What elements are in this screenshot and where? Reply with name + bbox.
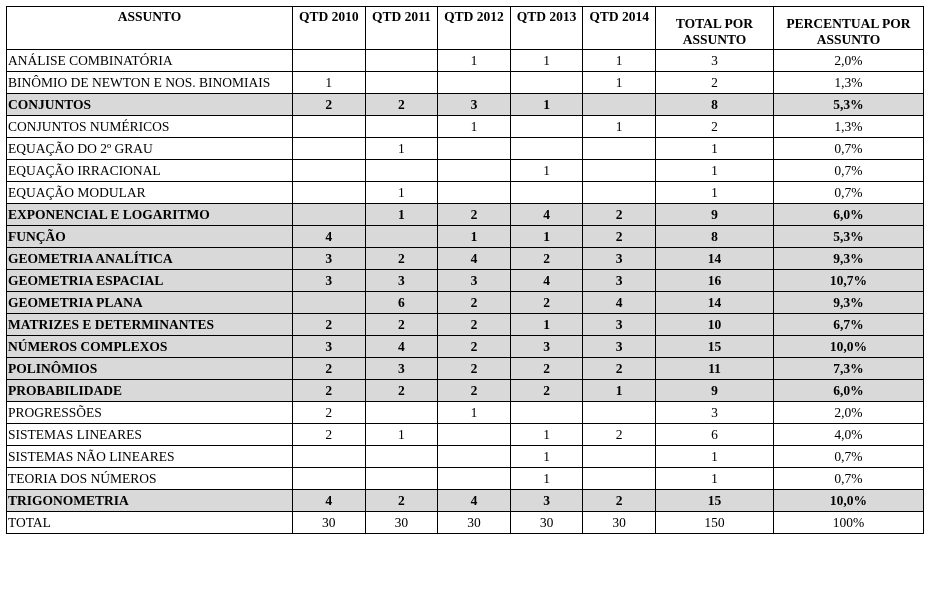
percent-cell: 5,3% (773, 226, 923, 248)
qtd-2013-cell: 1 (510, 468, 583, 490)
qtd-2012-cell: 1 (438, 50, 511, 72)
total-cell: 8 (655, 226, 773, 248)
table-row (7, 248, 924, 270)
qtd-2013-cell: 3 (510, 490, 583, 512)
subject-cell: EXPONENCIAL E LOGARITMO (7, 204, 293, 226)
qtd-2013-cell: 2 (510, 248, 583, 270)
table-row (7, 204, 924, 226)
qtd-2013-cell: 30 (510, 512, 583, 534)
percent-cell: 100% (773, 512, 923, 534)
table-row (7, 138, 924, 160)
subject-cell: TEORIA DOS NÚMEROS (7, 468, 293, 490)
qtd-2013-cell: 2 (510, 292, 583, 314)
qtd-2012-cell: 2 (438, 358, 511, 380)
subject-cell: PROBABILIDADE (7, 380, 293, 402)
qtd-2014-cell (583, 446, 656, 468)
qtd-2013-cell (510, 138, 583, 160)
subject-cell: EQUAÇÃO DO 2º GRAU (7, 138, 293, 160)
qtd-2014-cell: 2 (583, 204, 656, 226)
percent-cell: 5,3% (773, 94, 923, 116)
header-qtd-2010: QTD 2010 (293, 7, 366, 50)
qtd-2010-cell: 2 (293, 94, 366, 116)
table-row (7, 468, 924, 490)
percent-cell: 0,7% (773, 138, 923, 160)
qtd-2010-cell (293, 446, 366, 468)
subject-cell: EQUAÇÃO IRRACIONAL (7, 160, 293, 182)
qtd-2013-cell: 2 (510, 358, 583, 380)
qtd-2010-cell: 2 (293, 358, 366, 380)
qtd-2014-cell (583, 402, 656, 424)
total-cell: 1 (655, 468, 773, 490)
header-qtd-2013: QTD 2013 (510, 7, 583, 50)
percent-cell: 6,0% (773, 380, 923, 402)
qtd-2013-cell: 1 (510, 446, 583, 468)
header-qtd-2011: QTD 2011 (365, 7, 438, 50)
percent-cell: 4,0% (773, 424, 923, 446)
percent-cell: 10,0% (773, 336, 923, 358)
subject-cell: CONJUNTOS NUMÉRICOS (7, 116, 293, 138)
subject-cell: PROGRESSÕES (7, 402, 293, 424)
qtd-2010-cell: 3 (293, 248, 366, 270)
qtd-2013-cell: 4 (510, 204, 583, 226)
table-row (7, 490, 924, 512)
qtd-2010-cell (293, 182, 366, 204)
total-cell: 9 (655, 380, 773, 402)
qtd-2013-cell: 1 (510, 94, 583, 116)
qtd-2010-cell: 30 (293, 512, 366, 534)
total-cell: 150 (655, 512, 773, 534)
total-cell: 2 (655, 72, 773, 94)
qtd-2014-cell: 2 (583, 226, 656, 248)
percent-cell: 9,3% (773, 248, 923, 270)
qtd-2011-cell: 2 (365, 380, 438, 402)
qtd-2010-cell: 3 (293, 270, 366, 292)
qtd-2010-cell (293, 468, 366, 490)
qtd-2011-cell: 2 (365, 314, 438, 336)
percent-cell: 0,7% (773, 182, 923, 204)
qtd-2014-cell (583, 94, 656, 116)
header-total: TOTAL POR ASSUNTO (655, 7, 773, 50)
qtd-2011-cell: 1 (365, 138, 438, 160)
qtd-2014-cell (583, 468, 656, 490)
table-row (7, 50, 924, 72)
qtd-2012-cell: 2 (438, 314, 511, 336)
qtd-2013-cell: 1 (510, 424, 583, 446)
qtd-2013-cell (510, 72, 583, 94)
qtd-2014-cell (583, 182, 656, 204)
qtd-2011-cell: 3 (365, 270, 438, 292)
table-row (7, 72, 924, 94)
qtd-2011-cell: 30 (365, 512, 438, 534)
qtd-2012-cell: 2 (438, 336, 511, 358)
qtd-2010-cell (293, 204, 366, 226)
subject-cell: BINÔMIO DE NEWTON E NOS. BINOMIAIS (7, 72, 293, 94)
total-cell: 1 (655, 182, 773, 204)
qtd-2010-cell (293, 138, 366, 160)
table-row (7, 314, 924, 336)
qtd-2011-cell: 4 (365, 336, 438, 358)
qtd-2014-cell: 2 (583, 490, 656, 512)
table-row (7, 226, 924, 248)
percent-cell: 9,3% (773, 292, 923, 314)
qtd-2014-cell: 1 (583, 116, 656, 138)
total-cell: 1 (655, 138, 773, 160)
percent-cell: 2,0% (773, 50, 923, 72)
qtd-2011-cell: 1 (365, 182, 438, 204)
qtd-2014-cell (583, 160, 656, 182)
qtd-2012-cell: 4 (438, 248, 511, 270)
total-cell: 9 (655, 204, 773, 226)
table-row (7, 402, 924, 424)
qtd-2012-cell (438, 424, 511, 446)
subject-cell: EQUAÇÃO MODULAR (7, 182, 293, 204)
subject-cell: SISTEMAS LINEARES (7, 424, 293, 446)
qtd-2011-cell (365, 72, 438, 94)
percent-cell: 10,7% (773, 270, 923, 292)
qtd-2012-cell: 1 (438, 402, 511, 424)
qtd-2011-cell: 3 (365, 358, 438, 380)
percent-cell: 7,3% (773, 358, 923, 380)
qtd-2011-cell: 2 (365, 248, 438, 270)
percent-cell: 6,0% (773, 204, 923, 226)
subject-cell: MATRIZES E DETERMINANTES (7, 314, 293, 336)
qtd-2012-cell (438, 160, 511, 182)
qtd-2013-cell: 2 (510, 380, 583, 402)
subject-cell: GEOMETRIA ESPACIAL (7, 270, 293, 292)
percent-cell: 6,7% (773, 314, 923, 336)
subject-cell: FUNÇÃO (7, 226, 293, 248)
qtd-2013-cell: 3 (510, 336, 583, 358)
table-row (7, 292, 924, 314)
qtd-2013-cell (510, 116, 583, 138)
qtd-2013-cell: 1 (510, 50, 583, 72)
total-cell: 8 (655, 94, 773, 116)
qtd-2012-cell (438, 138, 511, 160)
table-row (7, 94, 924, 116)
qtd-2011-cell (365, 468, 438, 490)
percent-cell: 0,7% (773, 468, 923, 490)
percent-cell: 0,7% (773, 446, 923, 468)
qtd-2012-cell (438, 446, 511, 468)
qtd-2011-cell (365, 446, 438, 468)
total-cell: 15 (655, 336, 773, 358)
table-row (7, 446, 924, 468)
subject-cell: NÚMEROS COMPLEXOS (7, 336, 293, 358)
qtd-2014-cell: 1 (583, 380, 656, 402)
qtd-2010-cell: 3 (293, 336, 366, 358)
subject-cell: POLINÔMIOS (7, 358, 293, 380)
qtd-2014-cell: 3 (583, 248, 656, 270)
qtd-2013-cell: 4 (510, 270, 583, 292)
qtd-2010-cell: 4 (293, 490, 366, 512)
qtd-2014-cell: 3 (583, 336, 656, 358)
table-row (7, 182, 924, 204)
header-percent: PERCENTUAL POR ASSUNTO (773, 7, 923, 50)
table-row (7, 270, 924, 292)
total-cell: 10 (655, 314, 773, 336)
percent-cell: 10,0% (773, 490, 923, 512)
qtd-2014-cell: 2 (583, 424, 656, 446)
total-cell: 2 (655, 116, 773, 138)
percent-cell: 0,7% (773, 160, 923, 182)
qtd-2013-cell: 1 (510, 226, 583, 248)
qtd-2014-cell (583, 138, 656, 160)
subject-cell: SISTEMAS NÃO LINEARES (7, 446, 293, 468)
total-cell: 3 (655, 402, 773, 424)
qtd-2010-cell (293, 160, 366, 182)
qtd-2011-cell (365, 402, 438, 424)
qtd-2012-cell (438, 182, 511, 204)
percent-cell: 2,0% (773, 402, 923, 424)
qtd-2014-cell: 1 (583, 50, 656, 72)
qtd-2013-cell (510, 402, 583, 424)
header-qtd-2014: QTD 2014 (583, 7, 656, 50)
qtd-2014-cell: 3 (583, 270, 656, 292)
qtd-2011-cell (365, 116, 438, 138)
subject-cell: TOTAL (7, 512, 293, 534)
qtd-2014-cell: 2 (583, 358, 656, 380)
table-row (7, 358, 924, 380)
total-cell: 1 (655, 160, 773, 182)
header-qtd-2012: QTD 2012 (438, 7, 511, 50)
qtd-2012-cell (438, 468, 511, 490)
qtd-2014-cell: 30 (583, 512, 656, 534)
subject-cell: TRIGONOMETRIA (7, 490, 293, 512)
qtd-2011-cell: 2 (365, 490, 438, 512)
qtd-2012-cell: 2 (438, 380, 511, 402)
qtd-2010-cell: 2 (293, 314, 366, 336)
table-row (7, 424, 924, 446)
total-cell: 6 (655, 424, 773, 446)
qtd-2012-cell: 2 (438, 292, 511, 314)
total-cell: 1 (655, 446, 773, 468)
subject-cell: GEOMETRIA ANALÍTICA (7, 248, 293, 270)
table-row (7, 160, 924, 182)
subject-cell: CONJUNTOS (7, 94, 293, 116)
qtd-2011-cell (365, 50, 438, 72)
total-row (7, 512, 924, 534)
qtd-2014-cell: 3 (583, 314, 656, 336)
qtd-2012-cell: 4 (438, 490, 511, 512)
qtd-2014-cell: 1 (583, 72, 656, 94)
total-cell: 11 (655, 358, 773, 380)
total-cell: 14 (655, 292, 773, 314)
qtd-2012-cell: 3 (438, 270, 511, 292)
qtd-2012-cell: 3 (438, 94, 511, 116)
qtd-2012-cell: 30 (438, 512, 511, 534)
qtd-2010-cell: 2 (293, 380, 366, 402)
total-cell: 14 (655, 248, 773, 270)
qtd-2011-cell: 2 (365, 94, 438, 116)
header-row (7, 7, 924, 50)
qtd-2012-cell: 1 (438, 226, 511, 248)
qtd-2010-cell (293, 116, 366, 138)
qtd-2010-cell: 1 (293, 72, 366, 94)
table-row (7, 116, 924, 138)
subject-cell: GEOMETRIA PLANA (7, 292, 293, 314)
subject-cell: ANÁLISE COMBINATÓRIA (7, 50, 293, 72)
table-body (7, 50, 924, 534)
qtd-2013-cell: 1 (510, 160, 583, 182)
qtd-2011-cell (365, 160, 438, 182)
subjects-table (6, 6, 924, 534)
total-cell: 15 (655, 490, 773, 512)
qtd-2010-cell: 2 (293, 424, 366, 446)
total-cell: 16 (655, 270, 773, 292)
table-header (7, 7, 924, 50)
qtd-2010-cell (293, 292, 366, 314)
qtd-2010-cell (293, 50, 366, 72)
table-row (7, 336, 924, 358)
table-row (7, 380, 924, 402)
qtd-2010-cell: 2 (293, 402, 366, 424)
percent-cell: 1,3% (773, 116, 923, 138)
qtd-2012-cell: 2 (438, 204, 511, 226)
qtd-2011-cell (365, 226, 438, 248)
qtd-2011-cell: 1 (365, 424, 438, 446)
qtd-2014-cell: 4 (583, 292, 656, 314)
qtd-2011-cell: 1 (365, 204, 438, 226)
total-cell: 3 (655, 50, 773, 72)
qtd-2013-cell: 1 (510, 314, 583, 336)
qtd-2013-cell (510, 182, 583, 204)
percent-cell: 1,3% (773, 72, 923, 94)
qtd-2012-cell (438, 72, 511, 94)
header-subject: ASSUNTO (7, 7, 293, 50)
qtd-2011-cell: 6 (365, 292, 438, 314)
qtd-2010-cell: 4 (293, 226, 366, 248)
qtd-2012-cell: 1 (438, 116, 511, 138)
